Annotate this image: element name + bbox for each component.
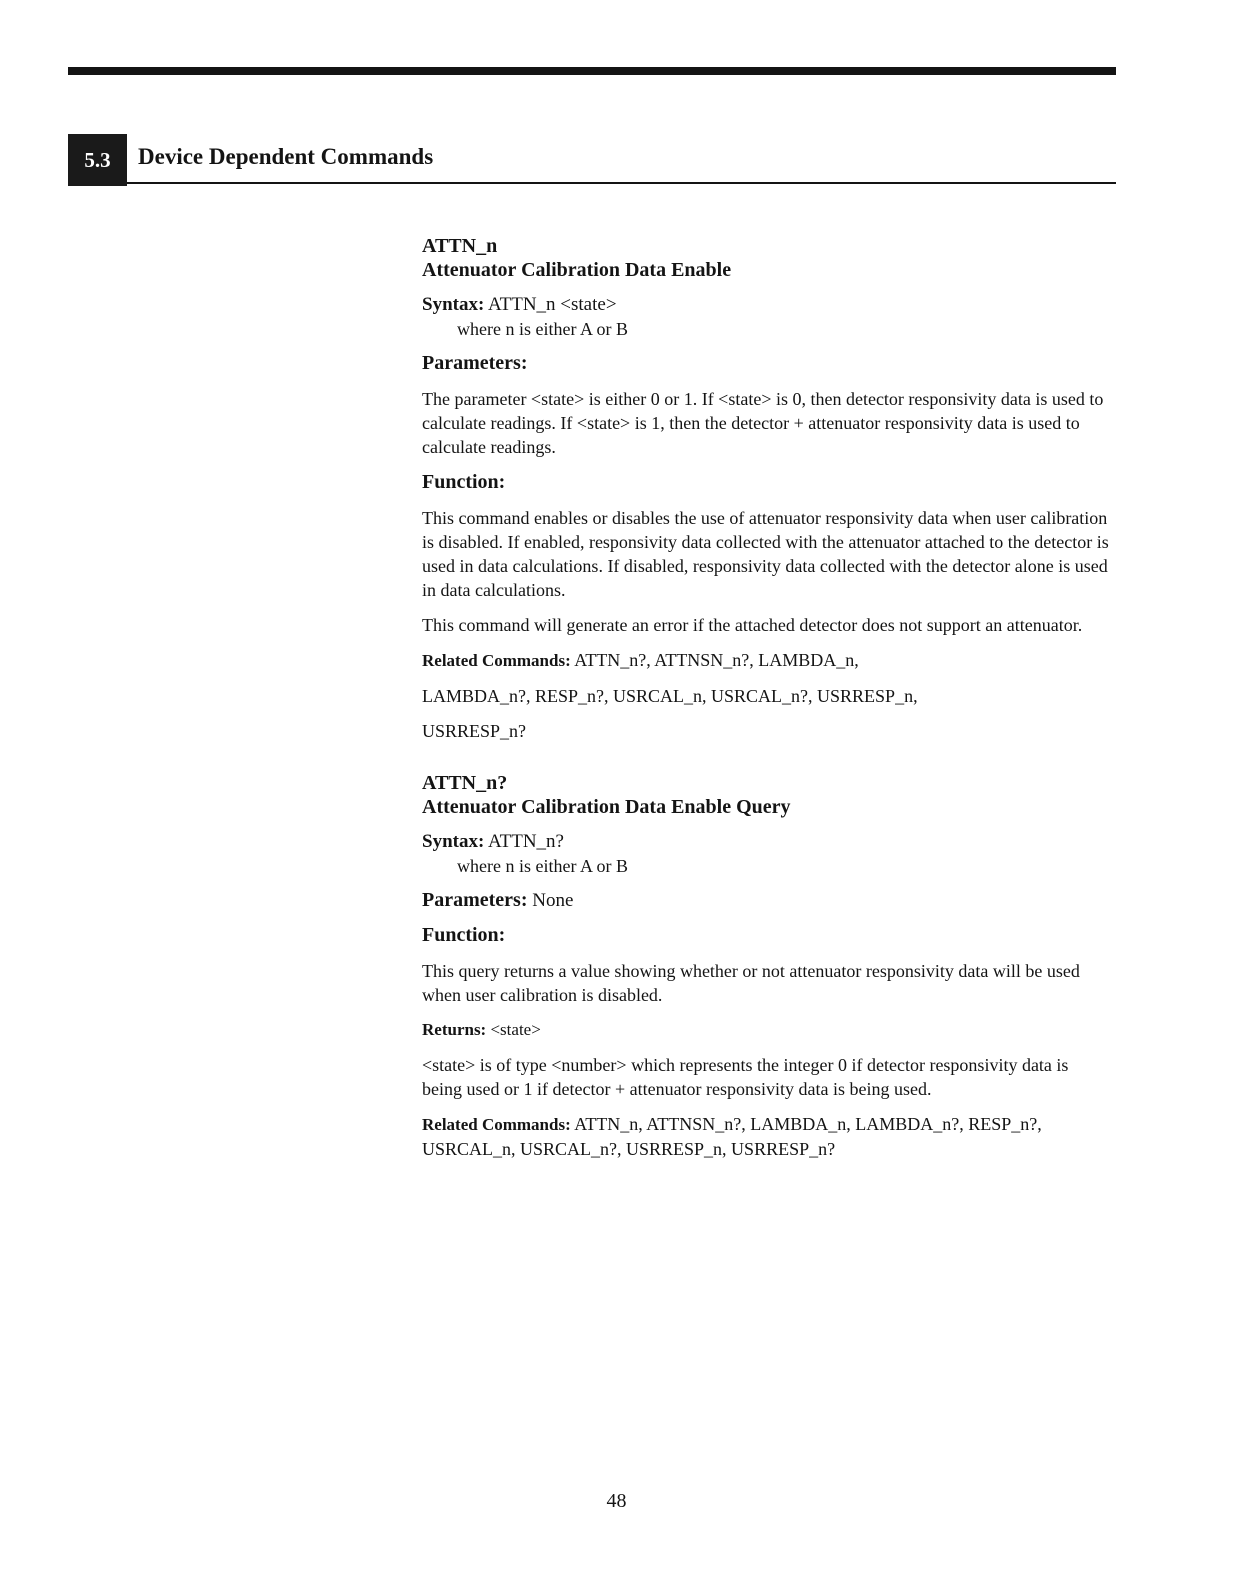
- related-commands: [422, 1112, 1112, 1161]
- syntax-line: [422, 830, 1112, 854]
- command-name: ATTN_n: [422, 235, 498, 257]
- function-heading: Function:: [422, 471, 506, 493]
- related-commands: [422, 648, 1112, 673]
- section-number: 5.3: [68, 134, 127, 186]
- related-list: ATTN_n?, ATTNSN_n?, LAMBDA_n,: [574, 650, 859, 670]
- syntax-value: ATTN_n?: [488, 831, 564, 852]
- syntax-note: where n is either A or B: [457, 856, 628, 876]
- parameters-line: [422, 888, 1112, 913]
- parameters-label: Parameters:: [422, 889, 528, 911]
- command-block-attn-n-query: [422, 771, 1112, 1161]
- function-paragraph: This command will generate an error if the attached detector does not support an attenuator.: [422, 615, 1083, 635]
- syntax-label: Syntax:: [422, 831, 485, 852]
- parameters-value: None: [532, 890, 574, 911]
- top-rule: [68, 67, 1116, 75]
- returns-text: <state> is of type <number> which represents the integer 0 if detector responsivity data is being used or 1 if detector + attenuator responsivity data is being used.: [422, 1055, 1069, 1099]
- section-rule: [127, 182, 1116, 184]
- section-title: Device Dependent Commands: [138, 144, 434, 169]
- parameters-text: The parameter <state> is either 0 or 1. If <state> is 0, then detector responsivity data is used to calculate readings. If <state> is 1, then the detector + attenuator responsivity data is used to calculate readings.: [422, 389, 1104, 457]
- related-list-line: LAMBDA_n?, RESP_n?, USRCAL_n, USRCAL_n?, USRRESP_n,: [422, 686, 918, 706]
- related-label: Related Commands:: [422, 651, 571, 670]
- parameters-heading: Parameters:: [422, 352, 528, 374]
- syntax-line: [422, 293, 1112, 317]
- related-list: ATTN_n, ATTNSN_n?, LAMBDA_n, LAMBDA_n?, RESP_n?, USRCAL_n, USRCAL_n?, USRRESP_n, USRRESP_n?: [422, 1114, 1042, 1159]
- command-title: Attenuator Calibration Data Enable Query: [422, 796, 791, 818]
- syntax-note: where n is either A or B: [457, 319, 628, 339]
- returns-value: <state>: [490, 1020, 541, 1039]
- page-number: 48: [606, 1490, 627, 1512]
- syntax-label: Syntax:: [422, 294, 485, 315]
- command-title: Attenuator Calibration Data Enable: [422, 259, 732, 281]
- returns-line: [422, 1018, 1112, 1042]
- command-block-attn-n: [422, 234, 1112, 743]
- main-content: [422, 234, 1112, 1161]
- related-list-line: USRRESP_n?: [422, 721, 527, 741]
- function-paragraph: This command enables or disables the use of attenuator responsivity data when user calibration is disabled. If enabled, responsivity data collected with the attenuator attached to the detector is used in data calculations. If disabled, responsivity data collected with the detector alone is used in data calculations.: [422, 508, 1109, 600]
- related-label: Related Commands:: [422, 1115, 571, 1134]
- function-heading: Function:: [422, 924, 506, 946]
- function-paragraph: This query returns a value showing whether or not attenuator responsivity data will be used when user calibration is disabled.: [422, 961, 1080, 1005]
- command-name: ATTN_n?: [422, 772, 508, 794]
- returns-label: Returns:: [422, 1020, 487, 1039]
- syntax-value: ATTN_n <state>: [488, 294, 617, 315]
